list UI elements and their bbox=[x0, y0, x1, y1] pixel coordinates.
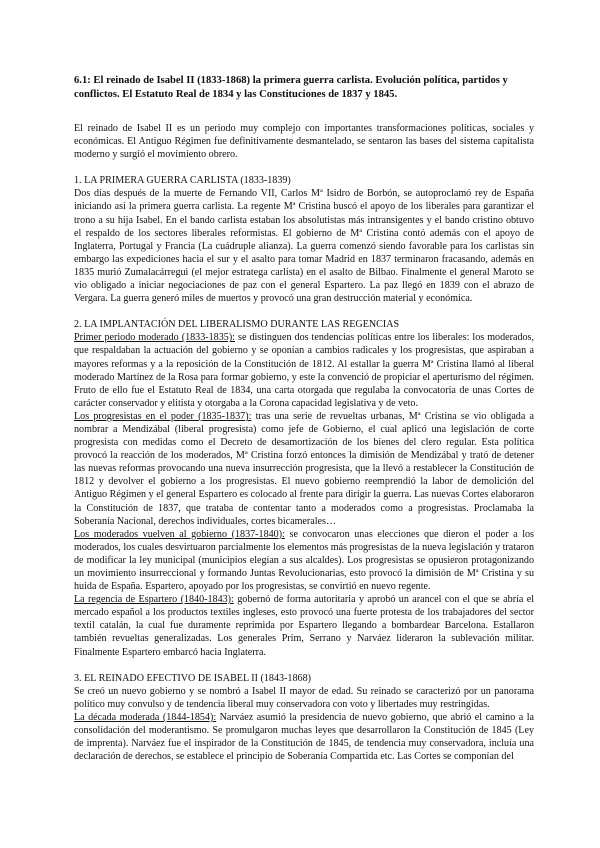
section-1-heading: 1. LA PRIMERA GUERRA CARLISTA (1833-1839) bbox=[74, 175, 291, 187]
section-1-body: Dos días después de la muerte de Fernando VII, Carlos Mª Isidro de Borbón, se autoproclamó rey de España iniciando así la primera guerra carlista. La regente Mª Cristina buscó el apoyo de los liberales para garantizar el trono a su hija Isabel. En el bando carlista estaban los absolutistas más intransigentes y el bando cristino obtuvo el respaldo de los sectores liberales reformistas. El gobierno de Mª Cristina contó además con el apoyo de Inglaterra, Portugal y Francia (La cuádruple alianza). La guerra comenzó siendo favorable para los carlistas sin embargo las expediciones hacia el sur y el asalto para tomar Madrid en 1837 terminaron fracasando, además en 1835 murió Zumalacárregui (el mejor estratega carlista) en el asalto de Bilbao. Finalmente el general Maroto se vio obligado a iniciar negociaciones de paz con el general Espartero. La paz llegó en 1839 con el abrazo de Vergara. La guerra generó miles de muertos y provocó una gran destrucción material y económica. bbox=[74, 188, 534, 305]
intro-paragraph bbox=[74, 122, 534, 161]
section-2-paragraph-2 bbox=[74, 410, 534, 528]
section-1 bbox=[74, 174, 534, 305]
section-2-paragraph-3 bbox=[74, 528, 534, 593]
section-2-paragraph-1-text: se distinguen dos tendencias políticas entre los liberales: los moderados, que respaldaban la actuación del gobierno y se oponían a cambios radicales y los progresistas, que aspiraban a mayores reformas y a la reposición de la Constitución de 1812. Al estallar la guerra Mª Cristina llamó al liberal moderado Martínez de la Rosa para formar gobierno, y este la convenció de propiciar el aperturismo del régimen. Fruto de ello fue el Estatuto Real de 1834, una carta otorgada que regulaba la convocatoria de unas Cortes de carácter conservador y elitista y otorgaba a la Corona capacidad legislativa y de veto. bbox=[74, 332, 535, 409]
section-2-paragraph-3-text: se convocaron unas elecciones que dieron el poder a los moderados, los cuales desvirtuaron parcialmente los elementos más progresistas de la nueva legislación y trataron de modificar la ley municipal (municipios elegían a sus alcaldes). Los progresistas se opusieron protagonizando un movimiento insurreccional y formando Juntas Revolucionarias, esto provocó la dimisión de Mª Cristina y su huida de España. Espartero, apoyado por los progresistas, se convirtió en nuevo regente. bbox=[74, 528, 534, 593]
section-2-paragraph-1 bbox=[74, 331, 534, 410]
document-title: 6.1: El reinado de Isabel II (1833-1868) la primera guerra carlista. Evolución política, partidos y conflictos. El Estatuto Real de 1834 y las Constituciones de 1837 y 1845. bbox=[74, 75, 508, 100]
section-3-heading: 3. EL REINADO EFECTIVO DE ISABEL II (1843-1868) bbox=[74, 672, 311, 684]
section-2-heading: 2. LA IMPLANTACIÓN DEL LIBERALISMO DURANTE LAS REGENCIAS bbox=[74, 319, 400, 331]
section-2-paragraph-4-text: gobernó de forma autoritaria y aprobó un arancel con el que se abría el mercado español a los productos textiles ingleses, esto provocó una fuerte protesta de los trabajadores del sector textil catalán, la cual fue duramente reprimida por Espartero llegando a bombardear Barcelona. Estallaron también revueltas generalizadas. Los generales Prim, Serrano y Narváez lideraron la sublevación militar. Finalmente Espartero embarcó hacia Inglaterra. bbox=[74, 594, 535, 658]
section-2-paragraph-3-label: Los moderados vuelven al gobierno (1837-1840): bbox=[74, 528, 285, 540]
section-3-paragraph-1 bbox=[74, 711, 534, 763]
section-2-paragraph-4 bbox=[74, 593, 534, 658]
section-3 bbox=[74, 672, 534, 764]
section-2-paragraph-2-label: Los progresistas en el poder (1835-1837): bbox=[74, 410, 252, 422]
section-2-paragraph-4-label: La regencia de Espartero (1840-1843): bbox=[74, 594, 234, 606]
section-3-paragraph-1-text: Narváez asumió la presidencia de nuevo gobierno, que abrió el camino a la consolidación del moderantismo. Se promulgaron muchas leyes que desarrollaron la Constitución de 1845 (Ley de imprenta). Narváez fue el inspirador de la Constitución de 1845, de tendencia muy conservadora, incluía una declaración de derechos, se establece el principio de Soberanía Compartida etc. Las Cortes se componían del bbox=[74, 711, 534, 763]
intro-text: El reinado de Isabel II es un periodo muy complejo con importantes transformaciones políticas, sociales y económicas. El Antiguo Régimen fue definitivamente desmantelado, se sentaron las bases del sistema capitalista moderno y surgió el movimiento obrero. bbox=[74, 123, 534, 161]
section-3-intro: Se creó un nuevo gobierno y se nombró a Isabel II mayor de edad. Su reinado se caracterizó por un panorama político muy convulso y de tendencia liberal muy conservadora con voto y libertades muy restringidas. bbox=[74, 685, 534, 710]
section-2-paragraph-1-label: Primer periodo moderado (1833-1835): bbox=[74, 332, 235, 344]
section-2 bbox=[74, 318, 534, 658]
section-2-paragraph-2-text: tras una serie de revueltas urbanas, Mª Cristina se vio obligada a nombrar a Mendizábal (liberal progresista) como jefe de Gobierno, el cual aplicó una legislación de corte progresista con medidas como el Decreto de desamortización de los bienes del clero regular. Esta política provocó la reacción de los moderados, Mª Cristina forzó entonces la dimisión de Mendizábal y trató de detener las nuevas reformas provocando una nueva insurrección progresista, que la llevó a restablecer la Constitución de 1812 y devolver el gobierno a los progresistas. El nuevo gobierno reemprendió la labor de demolición del Antiguo Régimen y el general Espartero es colocado al frente para dirigir la guerra. Las nuevas Cortes elaboraron la Constitución de 1837, que trataba de contentar tanto a moderados como a progresistas. Proclamaba la Soberanía Nacional, derechos individuales, cortes bicamerales… bbox=[74, 410, 535, 527]
section-3-paragraph-1-label: La década moderada (1844-1854): bbox=[74, 711, 217, 723]
